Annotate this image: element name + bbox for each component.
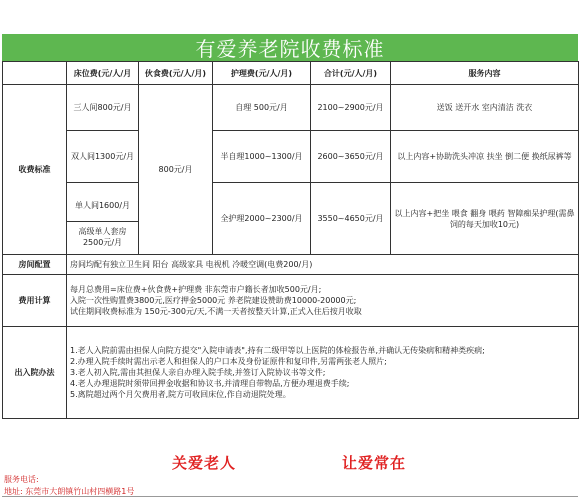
table-row [3, 255, 579, 275]
meal-fee-value: 800元/月 [139, 85, 213, 255]
table-row [3, 131, 579, 183]
service-full: 以上内容+把坐 喂食 翻身 喂药 智障痴呆护理(需鼻饲的每天加收10元) [391, 183, 579, 255]
service-semi: 以上内容+协助洗头冲凉 扶坐 倒二便 换纸尿裤等 [391, 131, 579, 183]
address-line: 地址: 东莞市大朗镇竹山村四横路1号 [2, 486, 578, 497]
procedure-section-label: 出入院办法 [3, 327, 67, 419]
total-header: 合计(元/人/月) [311, 62, 391, 85]
calc-text [67, 275, 579, 327]
care-full: 全护理2000~2300/月 [213, 183, 311, 255]
calc-line: 入院一次性购置费3800元,医疗押金5000元 养老院建设赞助费10000-20000元; [70, 296, 357, 305]
care-semi: 半自理1000~1300/月 [213, 131, 311, 183]
blank-header [3, 62, 67, 85]
calc-line: 每月总费用=床位费+伙食费+护理费 非东莞市户籍长者加收500元/月; [70, 285, 322, 294]
bed-single-rooms [67, 183, 139, 255]
procedure-line: 2.办理入院手续时需出示老人和担保人的户口本及身份证原件和复印件,另需两张老人照片; [70, 357, 387, 366]
bed-double-room: 双人间1300元/月 [67, 131, 139, 183]
slogan-love-forever: 让爱常在 [342, 454, 407, 472]
service-header: 服务内容 [391, 62, 579, 85]
room-section-label: 房间配置 [3, 255, 67, 275]
fee-section-label: 收费标准 [3, 85, 67, 255]
bed-fee-header: 床位费(元/人/月 [67, 62, 139, 85]
fee-table [2, 61, 579, 419]
procedure-line: 4.老人办理退院时须带回押金收据和协议书,并清理自带物品,方便办理退费手续; [70, 379, 350, 388]
bed-deluxe-suite: 高级单人套房 2500元/月 [78, 227, 127, 247]
calc-line: 试住期间收费标准为 150元-300元/天,不满一天者按整天计算,正式入住后按月收取 [70, 307, 362, 316]
table-row [3, 327, 579, 419]
total-self: 2100~2900元/月 [311, 85, 391, 131]
header-row [3, 62, 579, 85]
table-row [3, 183, 579, 255]
total-full: 3550~4650元/月 [311, 183, 391, 255]
total-semi: 2600~3650元/月 [311, 131, 391, 183]
procedure-text [67, 327, 579, 419]
service-self: 送饭 送开水 室内清洁 洗衣 [391, 85, 579, 131]
bed-single-room: 单人间1600/月 [67, 189, 138, 222]
slogan-care-elderly: 关爱老人 [172, 454, 237, 472]
table-row [3, 275, 579, 327]
procedure-line: 3.老人初入院,需由其担保人亲自办理入院手续,并签订入院协议书等文件; [70, 368, 326, 377]
page-title: 有爱养老院收费标准 [2, 34, 578, 61]
service-phone: 服务电话: [4, 475, 39, 484]
calc-section-label: 费用计算 [3, 275, 67, 327]
table-row [3, 85, 579, 131]
meal-fee-header: 伙食费(元/人/月) [139, 62, 213, 85]
bed-three-room: 三人间800元/月 [67, 85, 139, 131]
care-self: 自理 500元/月 [213, 85, 311, 131]
procedure-line: 1.老人入院前需由担保人向院方提交"入院申请表",持有二级甲等以上医院的体检报告单,并确认无传染病和精神类疾病; [70, 346, 485, 355]
procedure-line: 5.离院超过两个月欠费用者,院方可收回床位,作自动退院处理。 [70, 390, 291, 399]
room-config-text: 房间均配有独立卫生间 阳台 高级家具 电视机 冷暖空调(电费200/月) [67, 255, 579, 275]
care-fee-header: 护理费(元/人/月) [213, 62, 311, 85]
